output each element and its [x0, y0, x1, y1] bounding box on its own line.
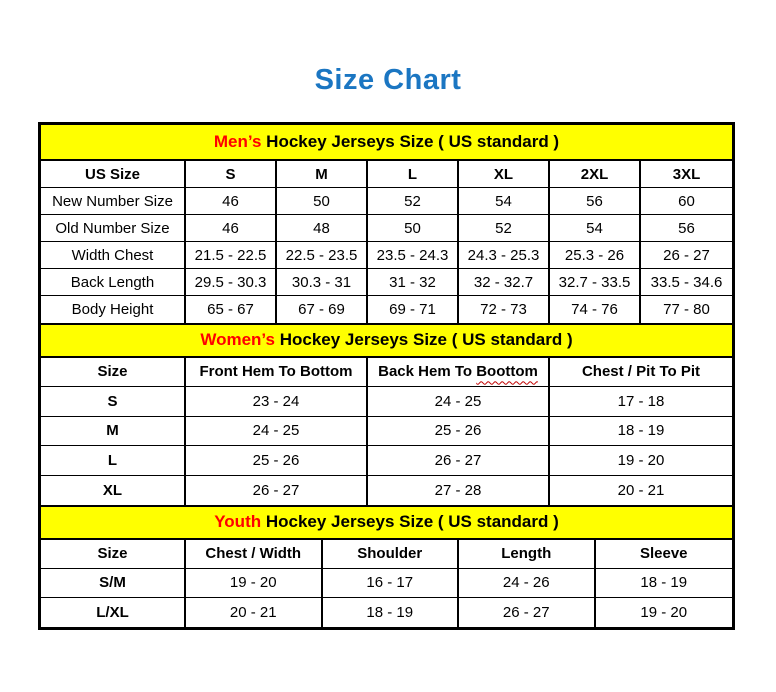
band-text: Hockey Jerseys Size ( US standard ) — [274, 330, 573, 350]
size-grid — [41, 358, 732, 506]
size-value-cell: 48 — [277, 215, 368, 242]
column-header: M — [277, 161, 368, 188]
column-header: Chest / Width — [186, 540, 323, 569]
size-value-cell: 26 - 27 — [641, 242, 732, 269]
column-header: L — [368, 161, 459, 188]
column-header: Size — [41, 540, 186, 569]
size-value-cell: 52 — [368, 188, 459, 215]
row-label: Width Chest — [41, 242, 186, 269]
size-value-cell: 19 - 20 — [550, 446, 732, 476]
size-value-cell: 27 - 28 — [368, 476, 550, 506]
size-value-cell: 17 - 18 — [550, 387, 732, 417]
column-header: 3XL — [641, 161, 732, 188]
size-value-cell: 20 - 21 — [550, 476, 732, 506]
size-value-cell: 74 - 76 — [550, 296, 641, 323]
column-header: Length — [459, 540, 596, 569]
size-value-cell: 65 - 67 — [186, 296, 277, 323]
row-label: S/M — [41, 569, 186, 598]
size-value-cell: 30.3 - 31 — [277, 269, 368, 296]
size-value-cell: 22.5 - 23.5 — [277, 242, 368, 269]
table-section-mens — [41, 125, 732, 323]
table-section-womens — [41, 323, 732, 505]
misspelled-word: Boottom — [476, 363, 538, 381]
size-value-cell: 24 - 25 — [368, 387, 550, 417]
row-label: Back Length — [41, 269, 186, 296]
size-value-cell: 19 - 20 — [596, 598, 733, 627]
column-header: Sleeve — [596, 540, 733, 569]
column-header: XL — [459, 161, 550, 188]
size-value-cell: 23.5 - 24.3 — [368, 242, 459, 269]
column-header — [368, 358, 550, 388]
band-highlight: Women’s — [200, 330, 275, 350]
column-header: Chest / Pit To Pit — [550, 358, 732, 388]
size-value-cell: 72 - 73 — [459, 296, 550, 323]
column-header: US Size — [41, 161, 186, 188]
size-value-cell: 24.3 - 25.3 — [459, 242, 550, 269]
column-header: S — [186, 161, 277, 188]
row-label: XL — [41, 476, 186, 506]
size-value-cell: 69 - 71 — [368, 296, 459, 323]
size-value-cell: 56 — [641, 215, 732, 242]
size-value-cell: 16 - 17 — [323, 569, 460, 598]
size-value-cell: 19 - 20 — [186, 569, 323, 598]
size-value-cell: 54 — [550, 215, 641, 242]
section-title-band — [41, 323, 732, 358]
section-title-band — [41, 505, 732, 540]
size-value-cell: 18 - 19 — [323, 598, 460, 627]
row-label: S — [41, 387, 186, 417]
band-text: Hockey Jerseys Size ( US standard ) — [261, 132, 560, 151]
size-value-cell: 20 - 21 — [186, 598, 323, 627]
row-label: L — [41, 446, 186, 476]
size-value-cell: 33.5 - 34.6 — [641, 269, 732, 296]
row-label: L/XL — [41, 598, 186, 627]
size-value-cell: 50 — [277, 188, 368, 215]
size-value-cell: 54 — [459, 188, 550, 215]
size-value-cell: 31 - 32 — [368, 269, 459, 296]
size-value-cell: 18 - 19 — [596, 569, 733, 598]
size-chart — [38, 122, 735, 630]
size-value-cell: 25.3 - 26 — [550, 242, 641, 269]
size-value-cell: 24 - 25 — [186, 417, 368, 447]
page-title: Size Chart — [314, 64, 462, 96]
section-title-band — [41, 125, 732, 161]
size-value-cell: 77 - 80 — [641, 296, 732, 323]
size-value-cell: 25 - 26 — [368, 417, 550, 447]
size-value-cell: 26 - 27 — [186, 476, 368, 506]
size-grid — [41, 540, 732, 627]
size-value-cell: 50 — [368, 215, 459, 242]
column-header: 2XL — [550, 161, 641, 188]
size-value-cell: 25 - 26 — [186, 446, 368, 476]
size-value-cell: 23 - 24 — [186, 387, 368, 417]
band-highlight: Men’s — [213, 132, 262, 151]
column-header: Front Hem To Bottom — [186, 358, 368, 388]
table-section-youth — [41, 505, 732, 627]
size-value-cell: 60 — [641, 188, 732, 215]
row-label: M — [41, 417, 186, 447]
size-value-cell: 46 — [186, 215, 277, 242]
size-value-cell: 21.5 - 22.5 — [186, 242, 277, 269]
band-text: Hockey Jerseys Size ( US standard ) — [261, 512, 559, 532]
column-header-text: Back Hem To — [378, 363, 477, 381]
size-value-cell: 18 - 19 — [550, 417, 732, 447]
size-value-cell: 32 - 32.7 — [459, 269, 550, 296]
size-value-cell: 32.7 - 33.5 — [550, 269, 641, 296]
size-value-cell: 26 - 27 — [459, 598, 596, 627]
row-label: New Number Size — [41, 188, 186, 215]
size-value-cell: 24 - 26 — [459, 569, 596, 598]
column-header: Size — [41, 358, 186, 388]
row-label: Body Height — [41, 296, 186, 323]
row-label: Old Number Size — [41, 215, 186, 242]
band-highlight: Youth — [214, 512, 262, 532]
size-value-cell: 29.5 - 30.3 — [186, 269, 277, 296]
size-value-cell: 67 - 69 — [277, 296, 368, 323]
size-value-cell: 56 — [550, 188, 641, 215]
size-value-cell: 52 — [459, 215, 550, 242]
size-value-cell: 46 — [186, 188, 277, 215]
size-value-cell: 26 - 27 — [368, 446, 550, 476]
column-header: Shoulder — [323, 540, 460, 569]
size-grid — [41, 161, 732, 323]
